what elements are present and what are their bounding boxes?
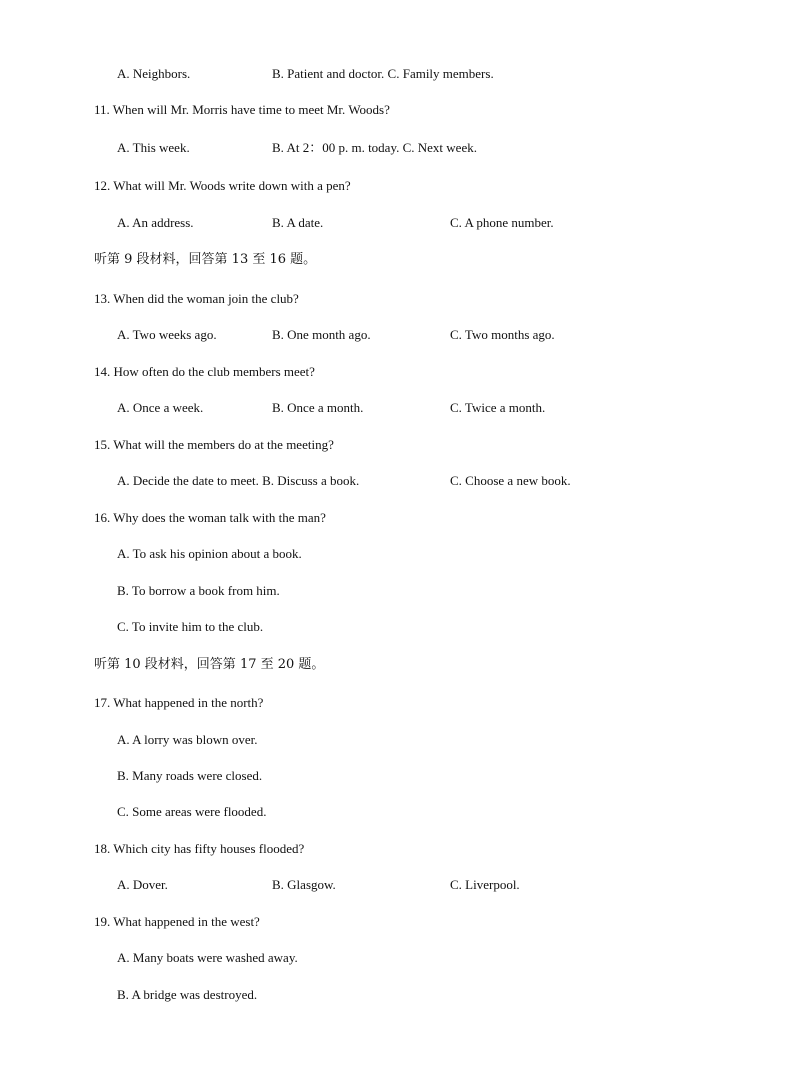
answer-option-a: A. Two weeks ago.: [117, 327, 217, 342]
answer-option: A. Many boats were washed away.: [117, 950, 298, 965]
answer-option: A. To ask his opinion about a book.: [117, 546, 302, 561]
question-text: 16. Why does the woman talk with the man?: [94, 510, 326, 525]
answer-option: B. To borrow a book from him.: [117, 583, 280, 598]
answer-option-a: A. Decide the date to meet. B. Discuss a book.: [117, 473, 360, 488]
question-text: 12. What will Mr. Woods write down with a pen?: [94, 178, 351, 193]
answer-option: B. A bridge was destroyed.: [117, 987, 258, 1002]
section-heading: 听第 9 段材料，回答第 13 至 16 题。: [94, 252, 317, 267]
answer-option-c: C. Two months ago.: [450, 327, 555, 342]
answer-option-a: A. An address.: [117, 215, 194, 230]
answer-option-b: B. Glasgow.: [272, 877, 336, 892]
section-heading: 听第 10 段材料，回答第 17 至 20 题。: [94, 657, 325, 672]
answer-option: C. Some areas were flooded.: [117, 804, 267, 819]
answer-option-a: A. Neighbors.: [117, 66, 191, 81]
answer-option-c: C. Choose a new book.: [450, 473, 571, 488]
answer-option-b: B. A date.: [272, 215, 324, 230]
answer-option-a: A. Dover.: [117, 877, 168, 892]
answer-option-c: C. Twice a month.: [450, 400, 546, 415]
answer-option-a: A. This week.: [117, 140, 190, 155]
question-text: 17. What happened in the north?: [94, 695, 264, 710]
answer-option-c: C. Liverpool.: [450, 877, 520, 892]
answer-option-b: B. At 2：00 p. m. today. C. Next week.: [272, 140, 477, 155]
question-text: 13. When did the woman join the club?: [94, 291, 299, 306]
answer-option: C. To invite him to the club.: [117, 619, 264, 634]
question-text: 14. How often do the club members meet?: [94, 364, 315, 379]
answer-option-c: C. A phone number.: [450, 215, 554, 230]
answer-option-b: B. Patient and doctor. C. Family members.: [272, 66, 494, 81]
answer-option-b: B. One month ago.: [272, 327, 371, 342]
question-text: 11. When will Mr. Morris have time to meet Mr. Woods?: [94, 102, 390, 117]
answer-option-a: A. Once a week.: [117, 400, 204, 415]
answer-option: B. Many roads were closed.: [117, 768, 263, 783]
question-text: 18. Which city has fifty houses flooded?: [94, 841, 305, 856]
question-text: 19. What happened in the west?: [94, 914, 260, 929]
answer-option: A. A lorry was blown over.: [117, 732, 258, 747]
question-text: 15. What will the members do at the meeting?: [94, 437, 334, 452]
answer-option-b: B. Once a month.: [272, 400, 364, 415]
